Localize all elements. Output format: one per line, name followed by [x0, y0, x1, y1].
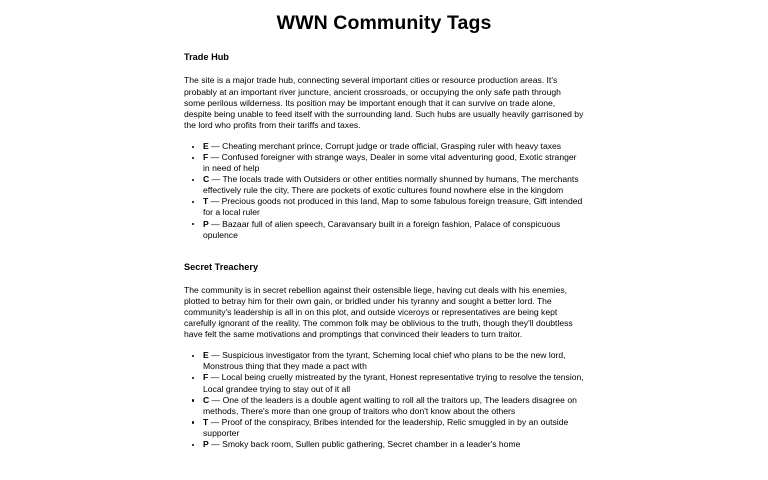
list-item — [184, 174, 584, 196]
tag-dash: — — [208, 372, 222, 383]
tag-text: One of the leaders is a double agent waiting to roll all the traitors up, The leaders disagree on methods, There's more than one group of traitors who don't know about the others — [203, 394, 577, 416]
tag-list — [184, 131, 584, 241]
tag-text: Proof of the conspiracy, Bribes intended for the leadership, Relic smuggled in by an outside supporter — [203, 416, 569, 438]
tag-dash: — — [208, 196, 222, 207]
tag-dash: — — [208, 152, 222, 163]
tag-text: Confused foreigner with strange ways, Dealer in some vital adventuring good, Exotic stranger in need of help — [203, 152, 577, 174]
tag-text: Local being cruelly mistreated by the tyrant, Honest representative trying to resolve the tension, Local grandee trying to stay out of it all — [203, 372, 584, 394]
list-item — [184, 417, 584, 439]
tag-key: E — [203, 350, 209, 361]
tag-text: Smoky back room, Sullen public gathering, Secret chamber in a leader's home — [222, 439, 521, 450]
page-title: WWN Community Tags — [276, 12, 492, 34]
tag-key: C — [203, 174, 210, 185]
tag-text: The locals trade with Outsiders or other entities normally shunned by humans, The merchants effectively rule the city, There are pockets of exotic cultures found nowhere else in the kingdom — [203, 174, 579, 196]
tag-text: Cheating merchant prince, Corrupt judge or trade official, Grasping ruler with heavy taxes — [222, 140, 562, 151]
list-item — [184, 141, 584, 152]
list-item — [184, 395, 584, 417]
list-item — [184, 372, 584, 394]
tag-key: C — [203, 394, 210, 405]
list-item — [184, 439, 584, 450]
section-heading: Trade Hub — [184, 52, 229, 63]
tag-text: Suspicious investigator from the tyrant, Scheming local chief who plans to be the new lord, Monstrous thing that they made a pact with — [203, 350, 566, 372]
tag-key: F — [203, 372, 209, 383]
tag-dash: — — [209, 394, 223, 405]
tag-key: E — [203, 140, 209, 151]
document-content — [184, 0, 584, 450]
tag-key: T — [203, 196, 209, 207]
tag-dash: — — [208, 439, 223, 450]
section-paragraph: The community is in secret rebellion against their ostensible liege, having cut deals with his enemies, plotted to betray him for their own gain, or bridled under his tyranny and sought a better lord. The community's leadership is all in on this plot, and outside viceroys or representatives are being kept carefully ignorant of the reality. The common folk may be oblivious to the truth, though they'll doubtless have felt the same motivations and promptings that convinced their leaders to turn traitor. — [184, 284, 573, 340]
list-item — [184, 219, 584, 241]
tag-list — [184, 340, 584, 450]
tag-text: Precious goods not produced in this land, Map to some fabulous foreign treasure, Gift intended for a local ruler — [203, 196, 583, 218]
list-item — [184, 152, 584, 174]
section-trade-hub — [184, 52, 584, 240]
tag-dash: — — [209, 174, 223, 185]
list-item — [184, 196, 584, 218]
tag-text: Bazaar full of alien speech, Caravansary built in a foreign fashion, Palace of conspicuous opulence — [203, 218, 561, 240]
section-secret-treachery — [184, 262, 584, 450]
tag-dash: — — [208, 416, 222, 427]
tag-dash: — — [208, 218, 223, 229]
section-heading: Secret Treachery — [184, 261, 259, 272]
tag-dash: — — [208, 140, 223, 151]
tag-dash: — — [208, 350, 223, 361]
section-paragraph: The site is a major trade hub, connecting several important cities or resource production areas. It's probably at an important river juncture, ancient crossroads, or occupying the only safe path through some perilous wilderness. Its position may be important enough that it can survive on trade alone, despite being unable to feed itself with the surrounding land. Such hubs are usually heavily garrisoned by the lord who profits from their tariffs and taxes. — [184, 75, 584, 130]
list-item — [184, 350, 584, 372]
tag-key: P — [203, 439, 209, 450]
tag-key: T — [203, 416, 209, 427]
tag-key: F — [203, 152, 209, 163]
tag-key: P — [203, 218, 209, 229]
